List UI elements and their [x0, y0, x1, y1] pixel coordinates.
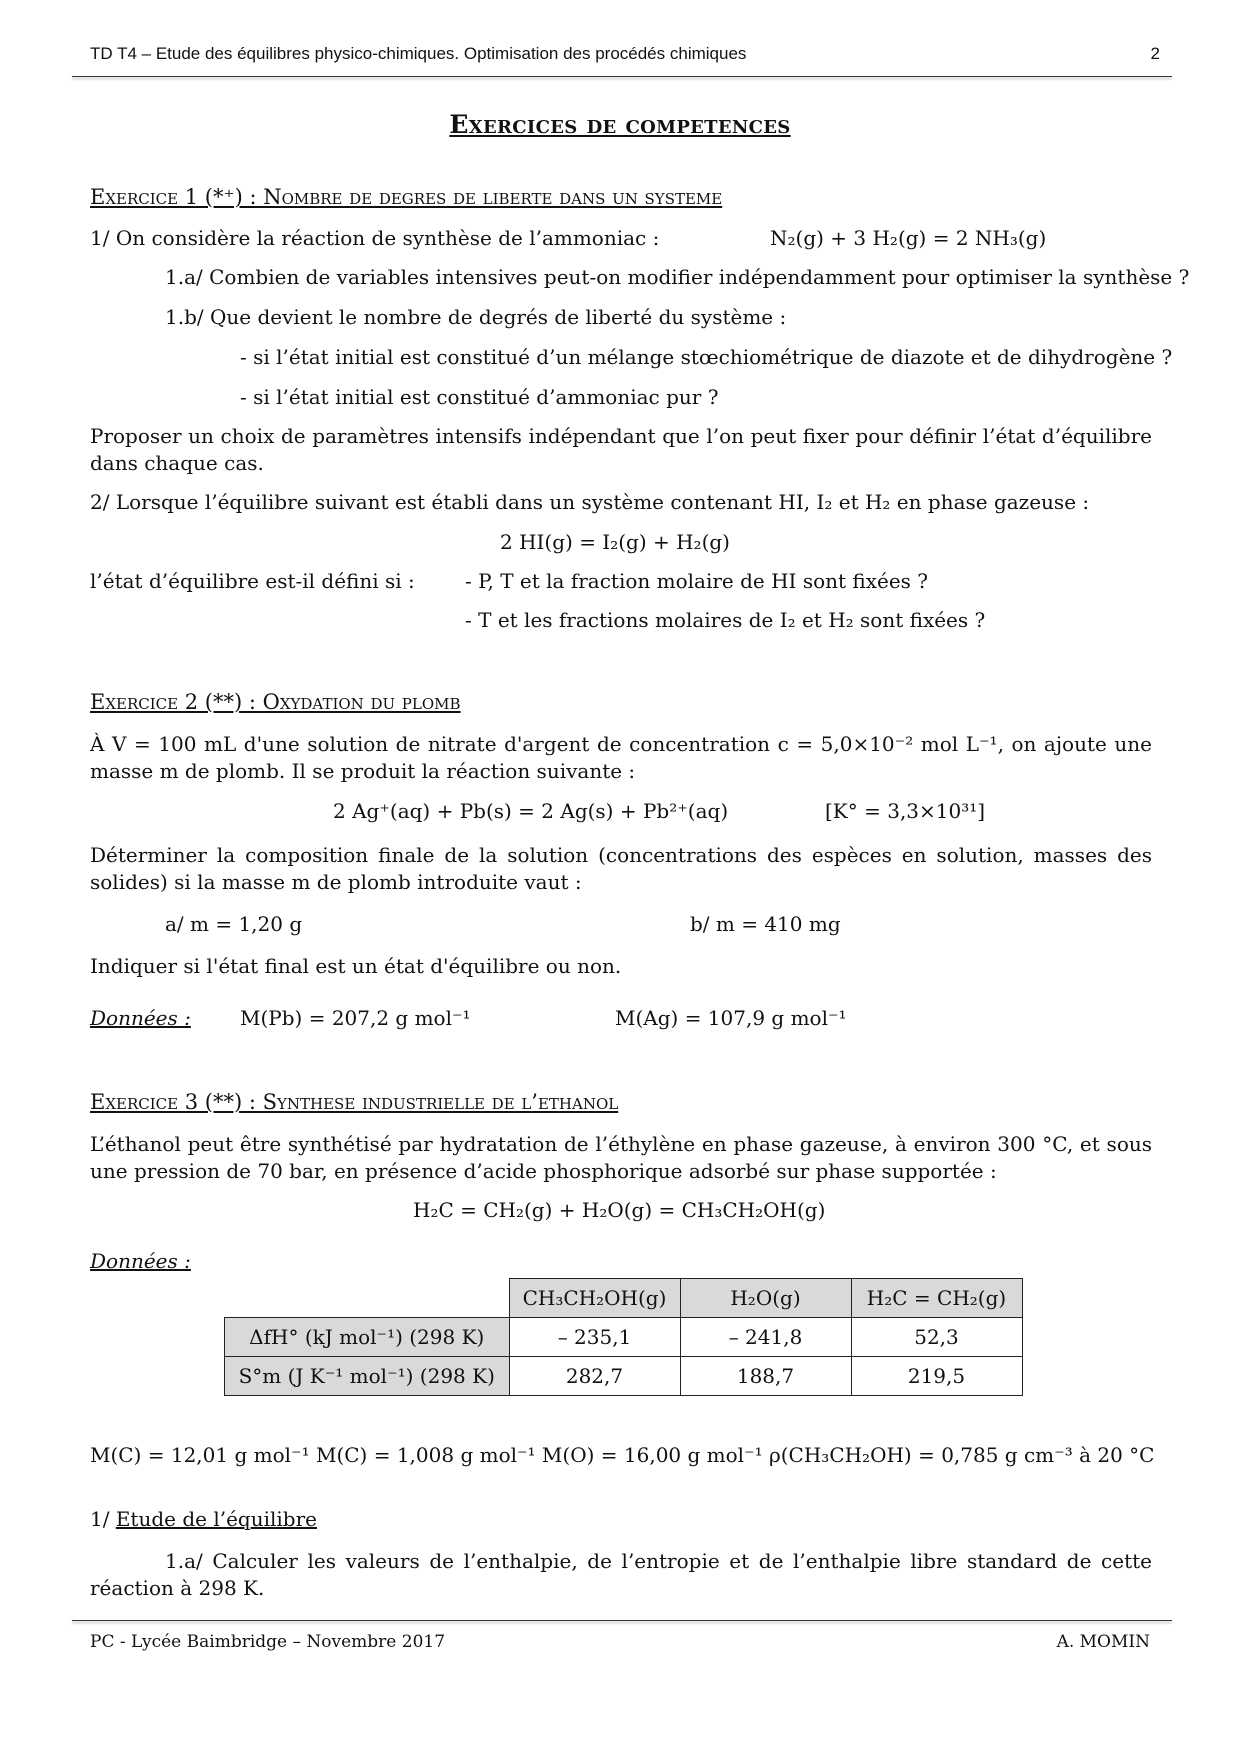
- ex2-indicate: Indiquer si l'état final est un état d'équilibre ou non.: [90, 954, 622, 978]
- ex1-q1b-case-1: - si l’état initial est constitué d’un mélange stœchiométrique de diazote et de dihydrogène ?: [240, 345, 1173, 369]
- table-cell: 219,5: [851, 1357, 1022, 1396]
- ex2-constant: [K° = 3,3×10³¹]: [825, 799, 986, 823]
- footer-left: PC - Lycée Baimbridge – Novembre 2017: [90, 1632, 446, 1652]
- table-column-header: CH₃CH₂OH(g): [509, 1279, 680, 1318]
- table-cell: – 241,8: [680, 1318, 851, 1357]
- ex1-q2-label: l’état d’équilibre est-il défini si :: [90, 569, 415, 593]
- page-footer: [90, 1632, 1150, 1652]
- page-number: 2: [1150, 44, 1160, 63]
- table-column-header: H₂C = CH₂(g): [851, 1279, 1022, 1318]
- ex2-data-label: Données :: [90, 1006, 191, 1030]
- ex1-q2-option-1: - P, T et la fraction molaire de HI sont fixées ?: [465, 569, 929, 593]
- ex3-molar-masses: M(C) = 12,01 g mol⁻¹ M(C) = 1,008 g mol⁻¹ M(O) = 16,00 g mol⁻¹ ρ(CH₃CH₂OH) = 0,785 g cm⁻³ à 20 °C: [90, 1443, 1155, 1467]
- ex3-equation: H₂C = CH₂(g) + H₂O(g) = CH₃CH₂OH(g): [413, 1198, 826, 1222]
- ex2-equation: 2 Ag⁺(aq) + Pb(s) = 2 Ag(s) + Pb²⁺(aq): [333, 799, 729, 823]
- ex1-q1-intro: 1/ On considère la réaction de synthèse de l’ammoniac :: [90, 226, 660, 250]
- table-cell: 52,3: [851, 1318, 1022, 1357]
- ex2-data-ag: M(Ag) = 107,9 g mol⁻¹: [615, 1006, 847, 1030]
- ex1-q2-option-2: - T et les fractions molaires de I₂ et H₂ sont fixées ?: [465, 608, 986, 632]
- ex1-q2-equation: 2 HI(g) = I₂(g) + H₂(g): [500, 530, 730, 554]
- header-title: TD T4 – Etude des équilibres physico-chimiques. Optimisation des procédés chimiques: [90, 44, 747, 63]
- row-label: ΔfH° (kJ mol⁻¹) (298 K): [225, 1318, 510, 1357]
- ex2-question: Déterminer la composition finale de la solution (concentrations des espèces en solution, masses des solides) si la masse m de plomb introduite vaut :: [90, 843, 1152, 894]
- ex1-q1-equation: N₂(g) + 3 H₂(g) = 2 NH₃(g): [770, 226, 1047, 250]
- ex1-q2-intro: 2/ Lorsque l’équilibre suivant est établi dans un système contenant HI, I₂ et H₂ en phase gazeuse :: [90, 490, 1090, 514]
- table-cell: 282,7: [509, 1357, 680, 1396]
- thermo-data-table: [224, 1278, 1023, 1396]
- table-cell: – 235,1: [509, 1318, 680, 1357]
- ex1-q1b-case-2: - si l’état initial est constitué d’ammoniac pur ?: [240, 385, 719, 409]
- main-title: Exercices de competences: [449, 110, 791, 139]
- table-column-header: H₂O(g): [680, 1279, 851, 1318]
- ex3-intro: L’éthanol peut être synthétisé par hydratation de l’éthylène en phase gazeuse, à environ 300 °C, et sous une pression de 70 bar, en présence d’acide phosphorique adsorbé sur phase supportée :: [90, 1132, 1152, 1183]
- header-rule: [72, 76, 1172, 77]
- footer-rule: [72, 1620, 1172, 1621]
- table-row: [225, 1357, 1023, 1396]
- ex3-part-1-heading: 1/ Etude de l’équilibre: [90, 1507, 317, 1531]
- row-label: S°m (J K⁻¹ mol⁻¹) (298 K): [225, 1357, 510, 1396]
- ex3-data-label: Données :: [90, 1249, 191, 1273]
- exercise-1-heading: Exercice 1 (*⁺) : Nombre de degres de liberte dans un systeme: [90, 185, 723, 209]
- table-row: [225, 1318, 1023, 1357]
- part-1-title: Etude de l’équilibre: [115, 1507, 317, 1531]
- page-header: [90, 44, 1160, 64]
- ex2-case-b: b/ m = 410 mg: [690, 912, 841, 936]
- ex2-case-a: a/ m = 1,20 g: [165, 912, 303, 936]
- footer-author: A. MOMIN: [1056, 1632, 1150, 1652]
- ex2-intro: À V = 100 mL d'une solution de nitrate d'argent de concentration c = 5,0×10⁻² mol L⁻¹, on ajoute une masse m de plomb. Il se produit la réaction suivante :: [90, 732, 1152, 783]
- ex1-q1a: 1.a/ Combien de variables intensives peut-on modifier indépendamment pour optimiser la synthèse ?: [165, 265, 1190, 289]
- table-cell: 188,7: [680, 1357, 851, 1396]
- table-header-row: [225, 1279, 1023, 1318]
- ex1-q1b: 1.b/ Que devient le nombre de degrés de liberté du système :: [165, 305, 787, 329]
- ex1-propose: Proposer un choix de paramètres intensifs indépendant que l’on peut fixer pour définir l’état d’équilibre dans chaque cas.: [90, 424, 1152, 475]
- exercise-3-heading: Exercice 3 (**) : Synthese industrielle de l’ethanol: [90, 1090, 619, 1114]
- ex2-data-pb: M(Pb) = 207,2 g mol⁻¹: [240, 1006, 471, 1030]
- exercise-2-heading: Exercice 2 (**) : Oxydation du plomb: [90, 690, 461, 714]
- ex3-q1a: 1.a/ Calculer les valeurs de l’enthalpie, de l’entropie et de l’enthalpie libre standard de cette réaction à 298 K.: [90, 1549, 1152, 1600]
